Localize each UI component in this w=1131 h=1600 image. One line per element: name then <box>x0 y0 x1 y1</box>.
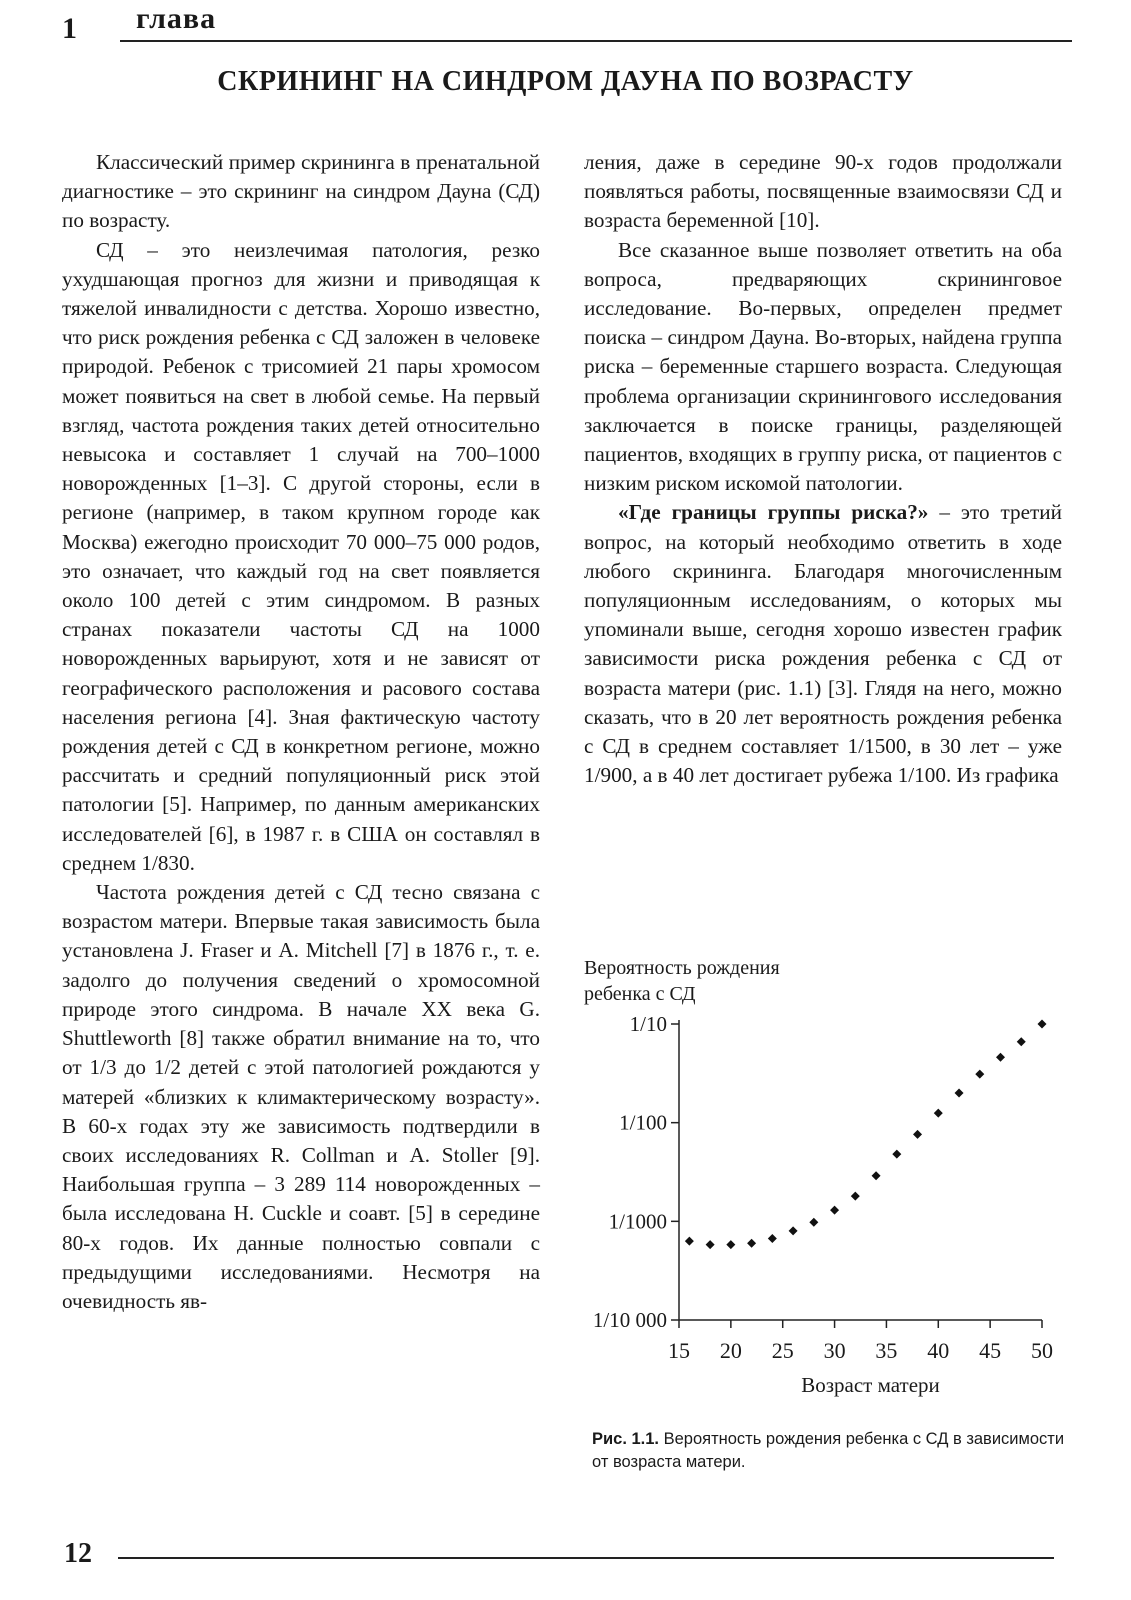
y-tick-label: 1/10 <box>629 1012 667 1036</box>
y-axis-label-line2: ребенка с СД <box>584 983 696 1005</box>
data-point <box>872 1171 881 1180</box>
data-point <box>975 1070 984 1079</box>
chapter-title: СКРИНИНГ НА СИНДРОМ ДАУНА ПО ВОЗРАСТУ <box>217 66 914 97</box>
chapter-number: 1 <box>62 12 77 45</box>
paragraph: Частота рождения детей с СД тесно связана с возрастом матери. Впервые такая зависимость была установлена J. Fraser и A. Mitchell [7] в 1876 г., т. е. задолго до получения сведений о хромосомной природе этого синдрома. В начале XX века G. Shuttleworth [8] также обратил внимание на то, что от 1/3 до 1/2 детей с этой патологией рождаются у матерей «близких к климактерическому возрасту». В 60-х годах эту же зависимость подтвердили в своих исследованиях R. Collman и A. Stoller [9]. Наибольшая группа – 3 289 114 новорожденных – была исследована H. Cuckle и соавт. [5] в середине 80-х годов. Их данные полностью совпали с предыдущими исследованиями. Несмотря на очевидность яв- <box>62 880 540 1313</box>
chart-svg <box>584 960 1084 1410</box>
left-column <box>62 148 540 1316</box>
y-tick-label: 1/1000 <box>608 1209 667 1234</box>
x-axis-label: Возраст матери <box>801 1373 940 1397</box>
header-rule <box>120 40 1072 42</box>
data-point <box>685 1237 694 1246</box>
paragraph: СД – это неизлечимая патология, резко ухудшающая прогноз для жизни и приводящая к тяжелой инвалидности с детства. Хорошо известно, что риск рождения ребенка с СД заложен в человеке природой. Ребенок с трисомией 21 пары хромосом может появиться на свет в любой семье. На первый взгляд, частота рождения таких детей относительно невысока и составляет 1 случай на 700–1000 новорожденных [1–3]. С другой стороны, если в регионе (например, в таком крупном городе как Москва) ежегодно происходит 70 000–75 000 родов, это означает, что каждый год на свет появляется около 100 детей с этим синдромом. В разных странах показатели частоты СД на 1000 новорожденных варьируют, хотя и не зависят от географического расположения и расового состава населения региона [4]. Зная фактическую частоту рождения детей с СД в конкретном регионе, можно рассчитать и средний популяционный риск этой патологии [5]. Например, по данным американских исследователей [6], в 1987 г. в США он составлял в среднем 1/830. <box>62 237 540 875</box>
page-number: 12 <box>64 1538 92 1569</box>
data-point <box>726 1240 735 1249</box>
x-tick-label: 15 <box>668 1338 690 1363</box>
x-tick-label: 25 <box>771 1338 794 1363</box>
data-point <box>747 1239 756 1248</box>
data-point <box>996 1053 1005 1062</box>
data-point <box>789 1226 798 1235</box>
x-tick-label: 30 <box>823 1338 846 1363</box>
paragraph-text: – это третий вопрос, на который необходимо ответить в ходе любого скрининга. Благодаря многочисленным популяционным исследованиям, о которых мы упоминали выше, сегодня хорошо известен график зависимости риска рождения ребенка с СД от возраста матери (рис. 1.1) [3]. Глядя на него, можно сказать, что в 20 лет вероятность рождения ребенка с СД в среднем составляет 1/1500, в 30 лет – уже 1/900, а в 40 лет достигает рубежа 1/100. Из графика <box>584 500 1062 788</box>
data-point <box>892 1150 901 1159</box>
y-tick-label: 1/100 <box>619 1110 667 1135</box>
caption-label: Рис. 1.1. <box>592 1430 660 1448</box>
paragraph: ления, даже в середине 90-х годов продолжали появляться работы, посвященные взаимосвязи СД и возраста беременной [10]. <box>584 150 1062 233</box>
paragraph: Классический пример скрининга в пренатальной диагностике – это скрининг на синдром Дауна (СД) по возрасту. <box>62 150 540 233</box>
caption-text: Вероятность рождения ребенка с СД в зависимости от возраста матери. <box>592 1430 1065 1471</box>
question-emphasis: «Где границы группы риска?» <box>618 500 929 525</box>
data-point <box>830 1206 839 1215</box>
footer-rule <box>118 1557 1054 1559</box>
data-point <box>913 1130 922 1139</box>
x-tick-label: 20 <box>719 1338 742 1363</box>
data-point <box>768 1234 777 1243</box>
right-column <box>584 148 1062 790</box>
x-tick-label: 35 <box>875 1338 898 1363</box>
y-tick-label: 1/10 000 <box>592 1308 667 1332</box>
figure-chart <box>584 960 1084 1410</box>
data-point <box>706 1240 715 1249</box>
figure-caption <box>592 1428 1072 1474</box>
y-axis-label-line1: Вероятность рождения <box>584 960 780 979</box>
data-point <box>955 1088 964 1097</box>
data-point <box>851 1192 860 1201</box>
x-tick-label: 50 <box>1031 1338 1053 1363</box>
data-point <box>934 1109 943 1118</box>
paragraph <box>584 498 1062 790</box>
data-point <box>1038 1020 1047 1029</box>
data-point <box>1017 1037 1026 1046</box>
x-tick-label: 45 <box>979 1338 1002 1363</box>
data-point <box>809 1218 818 1227</box>
paragraph: Все сказанное выше позволяет ответить на оба вопроса, предваряющих скрининговое исследование. Во-первых, определен предмет поиска – синдром Дауна. Во-вторых, найдена группа риска – беременные старшего возраста. Следующая проблема организации скринингового исследования заключается в поиске границы, разделяющей пациентов, входящих в группу риска, от пациентов с низким риском искомой патологии. <box>584 237 1062 496</box>
chapter-label: глава <box>136 2 217 35</box>
x-tick-label: 40 <box>927 1338 950 1363</box>
